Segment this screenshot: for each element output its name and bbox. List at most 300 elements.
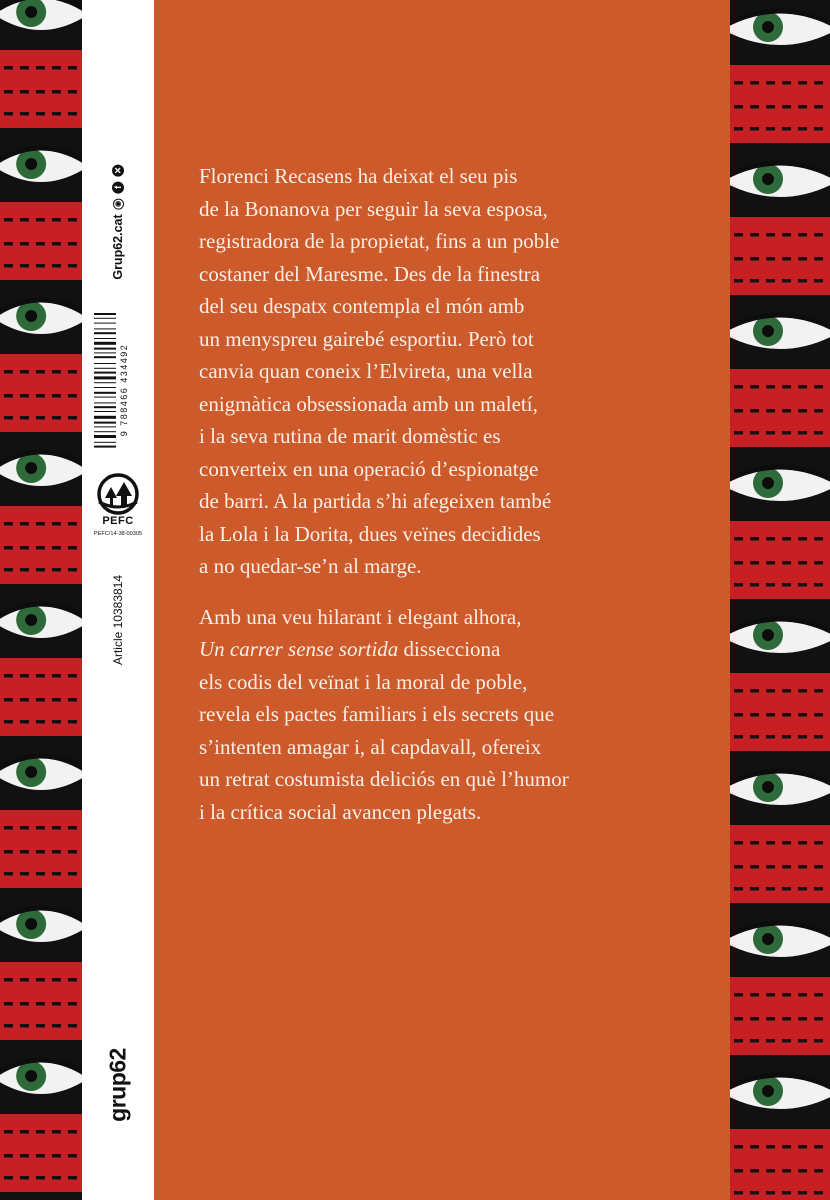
synopsis-paragraph-1: Florenci Recasens ha deixat el seu pis de la Bonanova per seguir la seva esposa, registradora de la propietat, fins a un poble costaner del Maresme. Des de la finestra del seu despatx contempla el món amb un menyspreu gairebé esportiu. Però tot canvia quan coneix l’Elvireta, una vella enigmàtica obsessionada amb un maletí, i la seva rutina de marit domèstic es converteix en una operació d’espionatge de barri. A la partida s’hi afegeixen també la Lola i la Dorita, dues veïnes decidides a no quedar-se’n al marge. — [199, 164, 560, 578]
dash-mark — [68, 218, 77, 222]
dash-mark — [814, 1017, 823, 1021]
barcode-bar — [94, 442, 116, 443]
dash-mark — [814, 385, 823, 389]
dash-mark — [750, 713, 759, 717]
dash-mark — [36, 218, 45, 222]
dash-mark — [798, 865, 807, 869]
eye-pupil — [25, 918, 37, 930]
dash-mark — [750, 409, 759, 413]
barcode-bar — [94, 332, 116, 334]
dash-mark — [68, 416, 77, 420]
dash-mark — [814, 409, 823, 413]
dash-mark — [798, 127, 807, 131]
back-cover-panel — [154, 0, 730, 1200]
dash-mark — [52, 66, 61, 70]
dash-mark — [68, 698, 77, 702]
dash-mark — [36, 1130, 45, 1134]
dash-mark — [766, 1017, 775, 1021]
dash-mark — [68, 1002, 77, 1006]
dash-mark — [52, 1130, 61, 1134]
dash-mark — [68, 242, 77, 246]
dash-mark — [798, 431, 807, 435]
barcode-bar — [94, 342, 116, 345]
dash-mark — [4, 522, 13, 526]
dash-mark — [4, 826, 13, 830]
dash-mark — [798, 561, 807, 565]
dash-mark — [814, 841, 823, 845]
barcode-bar — [94, 397, 116, 398]
dash-mark — [4, 546, 13, 550]
eye-pupil — [762, 173, 774, 185]
dash-mark — [782, 735, 791, 739]
barcode-bar — [94, 435, 116, 438]
dash-mark — [4, 720, 13, 724]
dash-mark — [52, 850, 61, 854]
red-band — [0, 658, 82, 736]
dash-mark — [766, 409, 775, 413]
dash-mark — [782, 1145, 791, 1149]
barcode-bar — [94, 416, 116, 419]
dash-mark — [814, 865, 823, 869]
dash-mark — [52, 370, 61, 374]
barcode-bar — [94, 406, 116, 408]
social-links — [111, 164, 125, 279]
dash-mark — [68, 1154, 77, 1158]
red-band — [730, 1129, 830, 1200]
dash-mark — [734, 431, 743, 435]
dash-mark — [798, 1145, 807, 1149]
red-band — [730, 977, 830, 1055]
dash-mark — [814, 735, 823, 739]
dash-mark — [4, 872, 13, 876]
dash-mark — [814, 233, 823, 237]
dash-mark — [36, 264, 45, 268]
dash-mark — [734, 105, 743, 109]
barcode-bar — [94, 372, 116, 374]
dash-mark — [52, 394, 61, 398]
eye-pupil — [762, 933, 774, 945]
dash-mark — [4, 568, 13, 572]
dash-mark — [52, 522, 61, 526]
dash-mark — [68, 978, 77, 982]
dash-mark — [782, 127, 791, 131]
dash-mark — [4, 698, 13, 702]
dash-mark — [20, 66, 29, 70]
dash-mark — [782, 689, 791, 693]
barcode-bar — [94, 356, 116, 358]
dash-mark — [68, 1130, 77, 1134]
dash-mark — [798, 1169, 807, 1173]
dash-mark — [766, 1145, 775, 1149]
dash-mark — [782, 561, 791, 565]
dash-mark — [798, 887, 807, 891]
dash-mark — [20, 1024, 29, 1028]
dash-mark — [20, 568, 29, 572]
dash-mark — [798, 257, 807, 261]
dash-mark — [734, 561, 743, 565]
dash-mark — [68, 720, 77, 724]
dash-mark — [36, 90, 45, 94]
right-eye-pattern — [730, 0, 830, 1200]
dash-mark — [766, 841, 775, 845]
dash-mark — [782, 1039, 791, 1043]
dash-mark — [782, 1017, 791, 1021]
spine-band — [82, 0, 154, 1200]
red-band — [0, 202, 82, 280]
dash-mark — [20, 546, 29, 550]
dash-mark — [36, 112, 45, 116]
dash-mark — [734, 887, 743, 891]
eye-pupil — [25, 766, 37, 778]
dash-mark — [20, 370, 29, 374]
dash-mark — [68, 1024, 77, 1028]
dash-mark — [36, 568, 45, 572]
dash-mark — [68, 370, 77, 374]
dash-mark — [750, 279, 759, 283]
dash-mark — [750, 1169, 759, 1173]
dash-mark — [782, 385, 791, 389]
dash-mark — [734, 81, 743, 85]
dash-mark — [734, 993, 743, 997]
dash-mark — [782, 1191, 791, 1195]
red-band — [730, 673, 830, 751]
dash-mark — [4, 416, 13, 420]
dash-mark — [52, 826, 61, 830]
dash-mark — [36, 394, 45, 398]
pefc-code: PEFC/14-38-00305 — [93, 531, 143, 537]
dash-mark — [814, 561, 823, 565]
dash-mark — [750, 537, 759, 541]
dash-mark — [782, 257, 791, 261]
dash-mark — [734, 865, 743, 869]
barcode-bar — [94, 323, 116, 324]
dash-mark — [734, 409, 743, 413]
dash-mark — [68, 1176, 77, 1180]
barcode-bar — [94, 411, 116, 412]
red-band — [0, 506, 82, 584]
book-title: Un carrer sense sortida — [199, 637, 399, 661]
dash-mark — [782, 1169, 791, 1173]
dash-mark — [766, 1039, 775, 1043]
dash-mark — [814, 127, 823, 131]
dash-mark — [750, 1145, 759, 1149]
dash-mark — [814, 583, 823, 587]
eye-pupil — [25, 310, 37, 322]
dash-mark — [68, 264, 77, 268]
dash-mark — [4, 66, 13, 70]
dash-mark — [766, 865, 775, 869]
instagram-icon[interactable]: ◉ — [113, 198, 124, 209]
dash-mark — [782, 993, 791, 997]
dash-mark — [814, 81, 823, 85]
dash-mark — [20, 522, 29, 526]
dash-mark — [36, 674, 45, 678]
dash-mark — [734, 689, 743, 693]
dash-mark — [36, 872, 45, 876]
dash-mark — [750, 385, 759, 389]
dash-mark — [4, 1176, 13, 1180]
dash-mark — [36, 370, 45, 374]
dash-mark — [68, 850, 77, 854]
dash-mark — [36, 720, 45, 724]
barcode-bar — [94, 446, 116, 448]
dash-mark — [766, 431, 775, 435]
dash-mark — [68, 90, 77, 94]
dash-mark — [4, 850, 13, 854]
barcode-bar — [94, 328, 116, 329]
dash-mark — [814, 1039, 823, 1043]
eye-pupil — [762, 21, 774, 33]
dash-mark — [798, 385, 807, 389]
dash-mark — [766, 1169, 775, 1173]
dash-mark — [782, 409, 791, 413]
dash-mark — [20, 674, 29, 678]
dash-mark — [814, 279, 823, 283]
dash-mark — [20, 264, 29, 268]
dash-mark — [20, 826, 29, 830]
eye-pupil — [762, 781, 774, 793]
dash-mark — [36, 522, 45, 526]
dash-mark — [782, 81, 791, 85]
dash-mark — [734, 1145, 743, 1149]
dash-mark — [814, 993, 823, 997]
dash-mark — [750, 431, 759, 435]
eye-pupil — [25, 158, 37, 170]
dash-mark — [782, 279, 791, 283]
dash-mark — [4, 90, 13, 94]
barcode-bar — [94, 376, 116, 379]
dash-mark — [766, 735, 775, 739]
dash-mark — [734, 841, 743, 845]
dash-mark — [814, 537, 823, 541]
eye-pattern-graphic — [0, 0, 82, 1200]
dash-mark — [734, 1169, 743, 1173]
dash-mark — [750, 105, 759, 109]
dash-mark — [750, 735, 759, 739]
dash-mark — [782, 865, 791, 869]
left-eye-pattern — [0, 0, 82, 1200]
dash-mark — [36, 416, 45, 420]
dash-mark — [36, 1176, 45, 1180]
dash-mark — [814, 105, 823, 109]
eye-pupil — [762, 629, 774, 641]
dash-mark — [52, 1154, 61, 1158]
dash-mark — [766, 689, 775, 693]
dash-mark — [20, 1130, 29, 1134]
dash-mark — [766, 1191, 775, 1195]
dash-mark — [20, 218, 29, 222]
barcode-bar — [94, 313, 116, 315]
dash-mark — [20, 394, 29, 398]
dash-mark — [734, 257, 743, 261]
synopsis-text: els codis del veïnat i la moral de poble, revela els pactes familiars i els secrets que s’intenten amagar i, al capdavall, ofereix un retrat costumista deliciós en què l’humor i la crítica social avancen plegats. — [199, 669, 569, 824]
dash-mark — [814, 1191, 823, 1195]
barcode-bar — [94, 363, 116, 364]
dash-mark — [20, 1154, 29, 1158]
dash-mark — [20, 90, 29, 94]
dash-mark — [782, 431, 791, 435]
dash-mark — [734, 537, 743, 541]
barcode-bar — [94, 352, 116, 353]
barcode — [94, 313, 116, 468]
dash-mark — [798, 689, 807, 693]
dash-mark — [20, 850, 29, 854]
barcode-bar — [94, 368, 116, 369]
red-band — [730, 825, 830, 903]
barcode-bar — [94, 382, 116, 383]
red-band — [730, 65, 830, 143]
synopsis-line: Amb una veu hilarant i elegant alhora, — [199, 604, 522, 629]
dash-mark — [750, 583, 759, 587]
dash-mark — [20, 112, 29, 116]
dash-mark — [798, 1017, 807, 1021]
dash-mark — [52, 568, 61, 572]
dash-mark — [52, 674, 61, 678]
dash-mark — [734, 279, 743, 283]
dash-mark — [734, 713, 743, 717]
dash-mark — [4, 394, 13, 398]
dash-mark — [36, 242, 45, 246]
dash-mark — [798, 105, 807, 109]
facebook-icon[interactable]: f — [112, 181, 124, 193]
dash-mark — [766, 233, 775, 237]
dash-mark — [20, 698, 29, 702]
dash-mark — [52, 112, 61, 116]
dash-mark — [20, 872, 29, 876]
dash-mark — [36, 850, 45, 854]
dash-mark — [750, 561, 759, 565]
dash-mark — [782, 537, 791, 541]
dash-mark — [20, 720, 29, 724]
dash-mark — [68, 674, 77, 678]
dash-mark — [766, 279, 775, 283]
dash-mark — [4, 264, 13, 268]
dash-mark — [52, 1024, 61, 1028]
dash-mark — [750, 1017, 759, 1021]
dash-mark — [20, 978, 29, 982]
dash-mark — [766, 887, 775, 891]
dash-mark — [734, 1039, 743, 1043]
dash-mark — [798, 841, 807, 845]
pefc-label: PEFC — [102, 515, 134, 527]
red-band — [0, 50, 82, 128]
barcode-bar — [94, 426, 116, 427]
dash-mark — [68, 66, 77, 70]
pefc-tree-icon — [96, 472, 140, 516]
synopsis-line: disseccion — [398, 637, 492, 661]
dash-mark — [52, 242, 61, 246]
dash-mark — [68, 568, 77, 572]
eye-pattern-graphic — [730, 0, 830, 1200]
dash-mark — [750, 233, 759, 237]
dash-mark — [4, 370, 13, 374]
dash-mark — [52, 720, 61, 724]
red-band — [0, 1114, 82, 1192]
dash-mark — [36, 698, 45, 702]
dash-mark — [734, 1017, 743, 1021]
dash-mark — [36, 66, 45, 70]
red-band — [730, 521, 830, 599]
social-handle: Grup62.cat — [111, 214, 125, 280]
dash-mark — [750, 1039, 759, 1043]
dash-mark — [766, 127, 775, 131]
dash-mark — [68, 872, 77, 876]
dash-mark — [36, 826, 45, 830]
dash-mark — [798, 1039, 807, 1043]
dash-mark — [750, 1191, 759, 1195]
dash-mark — [798, 409, 807, 413]
dash-mark — [4, 242, 13, 246]
dash-mark — [766, 385, 775, 389]
eye-pupil — [25, 462, 37, 474]
barcode-bar — [94, 422, 116, 424]
dash-mark — [750, 887, 759, 891]
dash-mark — [68, 546, 77, 550]
dash-mark — [68, 826, 77, 830]
dash-mark — [766, 537, 775, 541]
dash-mark — [52, 978, 61, 982]
dash-mark — [4, 218, 13, 222]
red-band — [0, 354, 82, 432]
dash-mark — [798, 735, 807, 739]
dash-mark — [798, 1191, 807, 1195]
dash-mark — [68, 522, 77, 526]
barcode-bar — [94, 318, 116, 319]
dash-mark — [20, 416, 29, 420]
dash-mark — [782, 233, 791, 237]
eye-pupil — [25, 1070, 37, 1082]
dash-mark — [20, 1176, 29, 1180]
dash-mark — [734, 583, 743, 587]
dash-mark — [782, 105, 791, 109]
dash-mark — [36, 1002, 45, 1006]
dash-mark — [750, 81, 759, 85]
dash-mark — [36, 1154, 45, 1158]
dash-mark — [52, 872, 61, 876]
dash-mark — [52, 1176, 61, 1180]
dash-mark — [4, 978, 13, 982]
dash-mark — [814, 887, 823, 891]
eye-pupil — [762, 477, 774, 489]
dash-mark — [766, 561, 775, 565]
dash-mark — [814, 713, 823, 717]
dash-mark — [798, 713, 807, 717]
barcode-bar — [94, 338, 116, 339]
dash-mark — [4, 1130, 13, 1134]
dash-mark — [4, 674, 13, 678]
barcode-bar — [94, 402, 116, 403]
dash-mark — [750, 841, 759, 845]
dash-mark — [20, 1002, 29, 1006]
dash-mark — [52, 546, 61, 550]
dash-mark — [68, 112, 77, 116]
dash-mark — [750, 257, 759, 261]
dash-mark — [4, 1002, 13, 1006]
dash-mark — [766, 993, 775, 997]
dash-mark — [814, 257, 823, 261]
red-band — [0, 962, 82, 1040]
dash-mark — [52, 698, 61, 702]
x-icon[interactable]: ✕ — [112, 164, 124, 176]
dash-mark — [782, 583, 791, 587]
eye-pupil — [762, 325, 774, 337]
dash-mark — [52, 1002, 61, 1006]
dash-mark — [798, 279, 807, 283]
barcode-bar — [94, 431, 116, 432]
dash-mark — [36, 978, 45, 982]
dash-mark — [734, 385, 743, 389]
dash-mark — [750, 689, 759, 693]
